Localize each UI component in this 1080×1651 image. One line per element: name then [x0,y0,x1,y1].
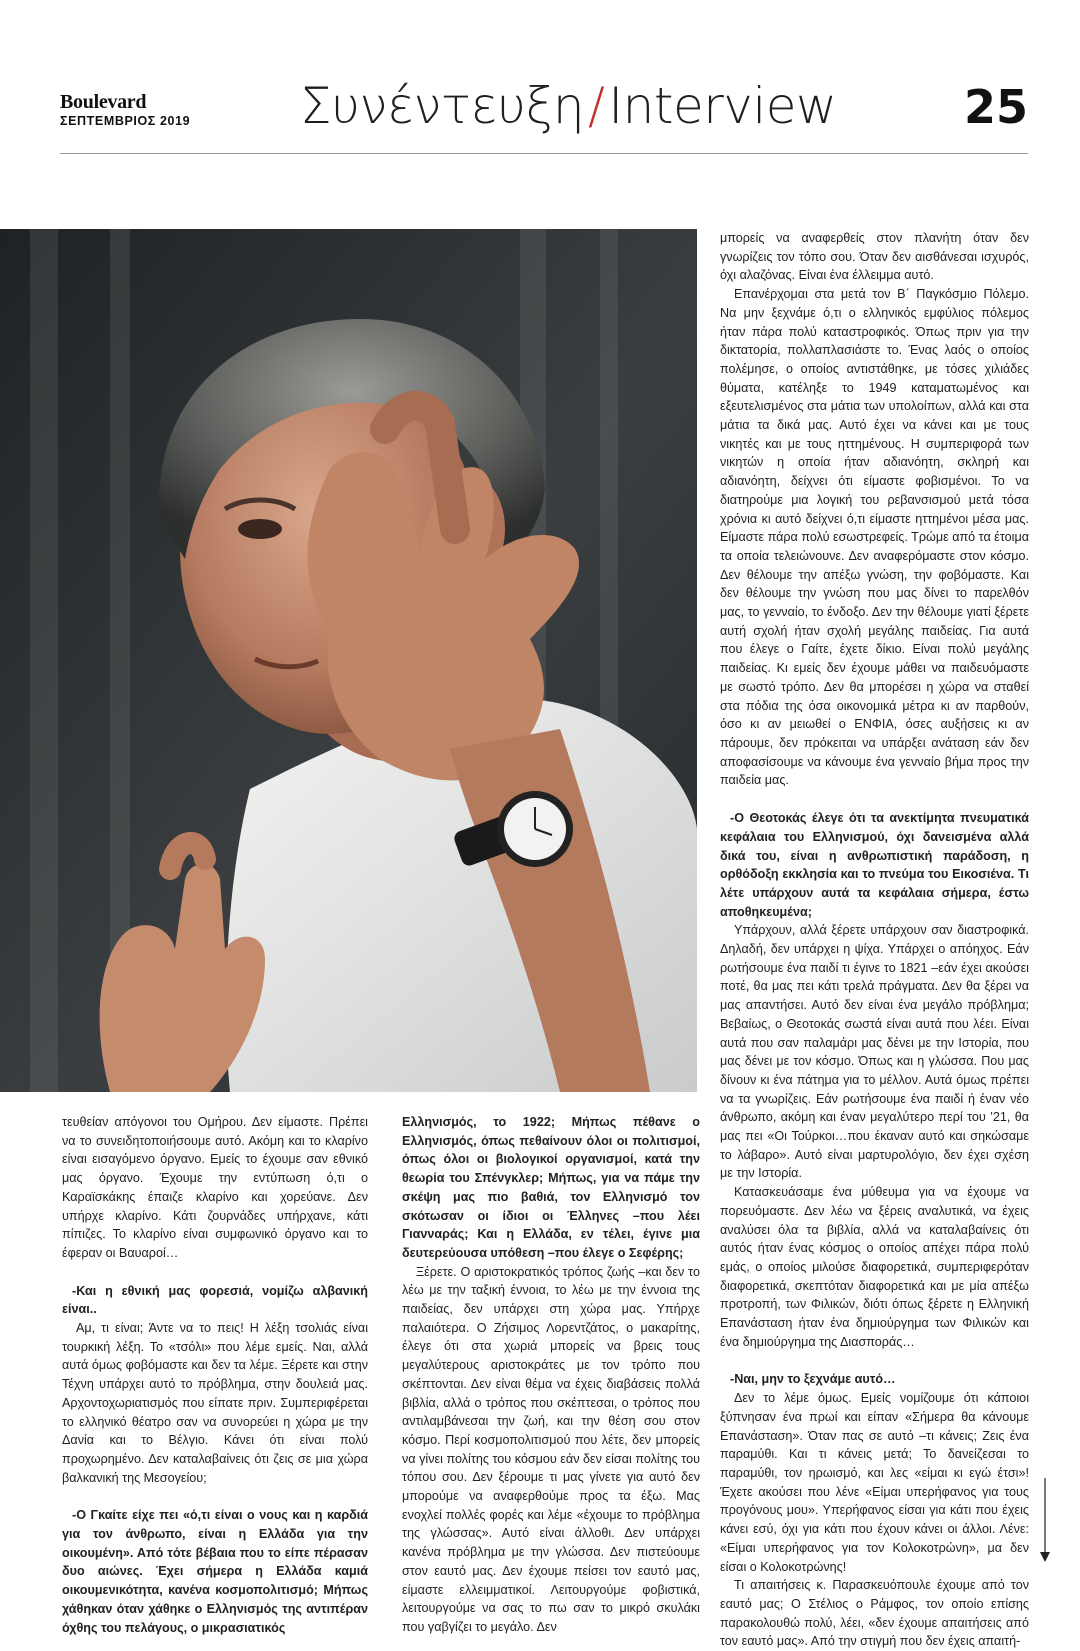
section-title-greek: Συνέντευξη [300,77,585,135]
section-title-separator: / [588,77,605,135]
section-title-english: Interview [608,77,837,135]
header-rule [60,153,1028,154]
continue-arrow-icon [1039,1478,1051,1562]
paragraph: Επανέρχομαι στα μετά τον Β΄ Παγκόσμιο Πόλεμο. Να μην ξεχνάμε ό,τι ο ελληνικός εμφύλιος πόλεμος ήταν πάρα πολύ καταστροφικός. Όπως πριν για την δικτατορία, πολλαπλασιάστε το. Ένας λαός ο οποίος πολέμησε, ο οποίος αντιστάθηκε, με τόσες χιλιάδες θύματα, κατέληξε το 1949 καταματωμένος και εξευτελισμένος στα μάτια των υπολοίπων, αλλά και στα μάτια τα δικά μας. Αυτό έχει να κάνει και με τους νικητές και με τους ηττημένους. Η συμπεριφορά των νικητών η οποία ήταν αδιανόητη, σκληρή και αδιανόητη, δείχνει ότι είμαστε φοβισμένοι. Το να διατηρούμε μια λογική του ρεβανσισμού μετά τόσα χρόνια κι αυτό δείχνει ό,τι είμαστε ηττημένοι μέσα μας. Είμαστε πάρα πολύ εσωστρεφείς. Τρώμε από τα έτοιμα τα οποία τελειώνουνε. Δεν αναφερόμαστε στον κόσμο. Δεν θέλουμε την απέξω γνώση, την φοβόμαστε. Και δεν θέλουμε την γνώση που μας δίνει το παρελθόν μας, το γενναίο, το ένδοξο. Δεν την θέλουμε γιατί ξέρετε αυτή σχολή ήταν σχολή μεγάλης παιδείας. Για αυτά που έλεγε ο Γαίτε, έχετε δίκιο. Είναι πολύ μεγάλης παιδείας. Κι εμείς δεν έχουμε μάθει να παιδευόμαστε με σωστό τρόπο. Δεν θα μπορέσει η χώρα να σταθεί στα πόδια της όσα οικονομικά μέτρα κι αν παρθούν, όσο κι αν μειωθεί ο ΕΝΦΙΑ, όσες αυξήσεις κι αν πάρουμε, δεν πρόκειται να υπάρξει ανάταση εάν δεν αποφασίσουμε να κάνουμε ένα γενναίο βήμα προς την παιδεία μας. [720,287,1030,788]
paragraph: τευθείαν απόγονοι του Ομήρου. Δεν είμαστε. Πρέπει να το συνειδητοποιήσουμε αυτό. Ακόμη και το κλαρίνο είναι εισαγόμενο όργανο. Εμείς το έχουμε σαν εθνικό μας όργανο. Έχουμε την εντύπωση ό,τι ο Καραϊσκάκης έπαιζε κλαρίνο και χορεύανε. Δεν υπήρχε κλαρίνο. Κάτι ζουρνάδες υπήρχανε, κάτι πίπιζες. Το κλαρίνο είναι συμφωνικό όργανο και το έφεραν οι Βαυαροί… [62,1115,368,1260]
paragraph: μπορείς να αναφερθείς στον πλανήτη όταν δεν γνωρίζεις τον τόπο σου. Όταν δεν αισθάνεσαι ισχυρός, όχι αλαζόνας. Είναι ένα έλλειμμα αυτό. [720,231,1029,283]
paragraph: Κατασκευάσαμε ένα μύθευμα για να έχουμε να πορευόμαστε. Δεν λέω να ξέρεις αναλυτικά, να έχεις αναλύσει όλα τα βιβλία, αλλά να καταλαβαίνεις ότι αυτός ήταν ένας κόσμος ο οποίος απέχει πάρα πολύ εμάς, ο οποίος μιλούσε διαφορετικά, συμπεριφερόταν διαφορετικά, σκεπτόταν διαφορετικά και με μία απέξω προτροπή, των Φιλικών, διότι όπως ξέρετε η Ελληνική Επανάσταση ήταν ένα δημιούργημα των Φιλικών και ένα δημιούργημα της Διασποράς… [720,1185,1029,1349]
paragraph: Υπάρχουν, αλλά ξέρετε υπάρχουν σαν διαστροφικά. Δηλαδή, δεν υπάρχει η ψίχα. Υπάρχει ο απόηχος. Εάν ρωτήσουμε ένα παιδί τι έγινε το 1821 –εάν έχει ακούσει ποτέ, θα μας πει κάτι τρελά πράγματα. Δεν θα ξέρει να μας απαντήσει. Αυτό δεν είναι ένα μεγάλο πρόβλημα; Βεβαίως, ο Θεοτοκάς σωστά είναι αυτά που λέει. Είναι αυτά που σαν παλαμάρι μας δένει με την Ιστορία, που μας δένει με τον κόσμο. Όπως και η γλώσσα. Που μας δίνουν κι ένα πάτημα για το μέλλον. Αυτά όμως πρέπει να τα γνωρίζεις. Εάν ρωτήσουμε ένα παιδί ή έναν νέο άνθρωπο, ακόμη και έναν μεγαλύτερο περί του ’21, θα μας πει «Οι Τούρκοι…που έκαναν αυτό και σηκώσαμε το λάβαρο». Αυτό είναι μαρτυρολόγιο, δεν έχει σχέση με την Ιστορία. [720,923,1029,1181]
paragraph: Ξέρετε. Ο αριστοκρατικός τρόπος ζωής –και δεν το λέω με την ταξική έννοια, το λέω με την έννοια της παιδείας, δεν υπάρχει στη χώρα μας. Υπήρχε παλαιότερα. Ο Ζήσιμος Λορεντζάτος, ο μακαρίτης, έλεγε ότι στα χωριά μπορείς να βρεις τους μεγαλύτερους αριστοκράτες με τον τρόπο που σκέπτονται. Δεν είναι θέμα να έχεις διαβάσεις πολλά βιβλία, αλλά ο τρόπος που σκέπτεσαι, ο τρόπος που αντιλαμβάνεσαι την ζωή, και την θέση σου στον κόσμο. Περί κοσμοπολιτισμού που λέτε, δεν μπορείς να γίνει πολίτης του κόσμου εάν δεν είσαι πολίτης του τόπου σου. Δεν ξέρουμε τι μας γίνετε για αυτό δεν μπορούμε να αναφερθούμε προς τα έξω. Μας ενοχλεί πολλές φορές και λέμε «έχουμε το πρόβλημα της γλώσσας». Αυτό είναι άλλοθι. Δεν υπάρχει κανένα πρόβλημα με την γλώσσα. Δεν πιστεύουμε στον εαυτό μας. Δεν έχουμε πείσει τον εαυτό μας, είμαστε ελλειμματικοί. Λειτουργούμε φοβιστικά, λειτουργούμε να σας το πω σαν το μικρό σκυλάκι που γαβγίζει το μεγάλο. Δεν [402,1264,700,1634]
section-title [300,76,840,136]
interview-question: Ελληνισμός, το 1922; Μήπως πέθανε ο Ελληνισμός, όπως πεθαίνουν όλοι οι πολιτισμοί, όπως όλοι οι βιολογικοί οργανισμοί, κατά την θεωρία του Σπένγκλερ; Μήπως, για να πάμε την σκέψη μας πιο βαθιά, τον Ελληνισμό τον σκότωσαν οι ίδιοι οι Έλληνες –που λέει Γιανναράς; Και η Ελλάδα, εν τέλει, έγινε μια δευτερεύουσα υπόθεση –που έλεγε ο Σεφέρης; [402,1115,700,1260]
text-column-3 [720,229,1029,1651]
paragraph: Δεν το λέμε όμως. Εμείς νομίζουμε ότι κάποιοι ξύπνησαν ένα πρωί και είπαν «Σήμερα θα κάνουμε Επανάσταση». Όταν πας σε αυτό –τι κάνεις; Ζεις ένα παραμύθι. Και τι κάνεις μετά; Το δανείζεσαι το παραμύθι, τον ηρωισμό, και λες «είμαι κι εγώ έτσι»! Έχετε ακούσει που λένε «Είμαι υπερήφανος για τους προγόνους μου». Υπερήφανος είσαι για κάτι που έχεις κάνει εσύ, όχι για κάτι που έχουν κάνει οι άλλοι. Λένε: «Είμαι υπερήφανος για τον Κολοκοτρώνη», μα δεν είσαι ο Κολοκοτρώνης! [720,1391,1029,1574]
magazine-brand [60,92,190,128]
paragraph: Αμ, τι είναι; Άντε να το πεις! Η λέξη τσολιάς είναι τουρκική λέξη. Το «τσόλι» που λέμε εμείς. Ναι, αλλά αυτά όμως φοβόμαστε και δεν τα λέμε. Ξέρετε και στην Τέχνη υπάρχει αυτό το πρόβλημα, στην δουλειά μας. Αρχοντοχωριατισμός που είπατε πριν. Συμπεριφέρεται το ελληνικό θέατρο σαν να συνορεύει η χώρα με την Δανία και το Βέλγιο. Κάνει ότι είναι πολύ προχωρημένο. Δεν καταλαβαίνεις ότι ζεις σε μια χώρα βαλκανική της Μεσογείου; [62,1321,368,1485]
interview-question: -Και η εθνική μας φορεσιά, νομίζω αλβανική είναι.. [62,1283,368,1317]
interview-question: -Ο Θεοτοκάς έλεγε ότι τα ανεκτίμητα πνευματικά κεφάλαια του Ελληνισμού, όχι δανεισμένα αλλά δικά του, είναι η ανθρωπιστική παράδοση, η ορθόδοξη εκκλησία και το πνεύμα του Εικοσιένα. Τι λέτε υπάρχουν αυτά τα κεφάλαια σήμερα, έστω αποθηκευμένα; [720,811,1029,919]
magazine-name: Boulevard [60,91,147,113]
issue-date: ΣΕΠΤΕΜΒΡΙΟΣ 2019 [60,114,191,128]
page-number: 25 [963,80,1028,134]
portrait-photo [0,229,697,1092]
text-column-2 [402,1113,700,1637]
text-column-1 [62,1113,368,1637]
interview-question: -Ναι, μην το ξεχνάμε αυτό… [730,1372,896,1387]
interview-question: -Ο Γκαίτε είχε πει «ό,τι είναι ο νους και η καρδιά για τον άνθρωπο, είναι η Ελλάδα για την οικουμένη». Από τότε βέβαια που το είπε πέρασαν δυο αιώνες. Έχει σήμερα η Ελλάδα καμιά οικουμενικότητα, κανένα κοσμοπολιτισμό; Μήπως χάθηκαν όταν χάθηκε ο Ελληνισμός της αντιπέραν όχθης του πελάγους, ο μικρασιατικός [62,1508,368,1635]
paragraph: Τι απαιτήσεις κ. Παρασκευόπουλε έχουμε από τον εαυτό μας; Ο Στέλιος ο Ράμφος, τον οποίο επίσης παρακολουθώ πολύ, λέει, «δεν έχουμε απαιτήσεις από τον εαυτό μας». Από την στιγμή που δεν έχεις απαιτή- [720,1578,1029,1649]
